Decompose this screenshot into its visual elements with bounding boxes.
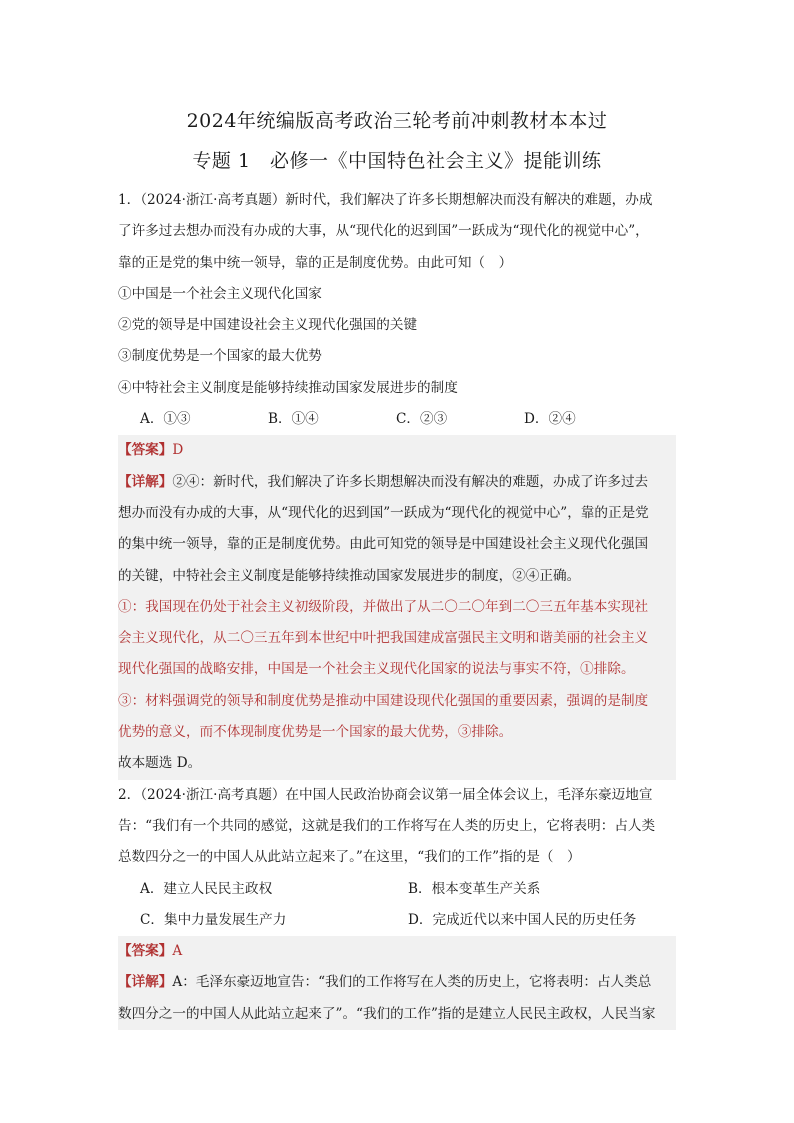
option-b: B．根本变革生产关系 — [408, 880, 541, 897]
question-2-stem-line: 告：“我们有一个共同的感觉，这就是我们的工作将写在人类的历史上，它将表明：占人类 — [118, 817, 656, 834]
detail-line: 数四分之一的中国人从此站立起来了”。“我们的工作”指的是建立人民民主政权，人民当家 — [118, 1005, 656, 1022]
statement-1: ①中国是一个社会主义现代化国家 — [118, 285, 322, 302]
answer-value: D — [172, 442, 184, 459]
statement-4: ④中特社会主义制度是能够持续推动国家发展进步的制度 — [118, 379, 458, 396]
option-b: B．①④ — [268, 411, 319, 428]
question-2-stem-line: 总数四分之一的中国人从此站立起来了。”在这里，“我们的工作”指的是（ ） — [118, 849, 581, 866]
detail-line: 的集中统一领导，靠的正是制度优势。由此可知党的领导是中国建设社会主义现代化强国 — [118, 536, 649, 553]
question-2 — [118, 780, 676, 1030]
option-a: A．①③ — [140, 411, 191, 428]
answer-tag: 【答案】 — [118, 943, 173, 960]
question-1-answer-block — [118, 435, 676, 779]
question-2-options-row — [118, 905, 676, 936]
question-2-options-row — [118, 874, 676, 905]
detail-line — [118, 467, 676, 498]
statement-3: ③制度优势是一个国家的最大优势 — [118, 348, 322, 365]
detail-line: 想办而没有办成的大事，从“现代化的迟到国”一跃成为“现代化的视觉中心”，靠的正是党 — [118, 504, 649, 521]
question-1 — [118, 185, 676, 780]
question-1-options — [118, 404, 676, 435]
detail-text: ②④：新时代，我们解决了许多长期想解决而没有解决的难题，办成了许多过去 — [172, 473, 649, 490]
answer-value: A — [172, 943, 183, 960]
exclusion-line: ①：我国现在仍处于社会主义初级阶段，并做出了从二〇二〇年到二〇三五年基本实现社 — [118, 598, 649, 615]
exclusion-line: 现代化强国的战略安排，中国是一个社会主义现代化国家的说法与事实不符，①排除。 — [118, 661, 635, 678]
question-1-stem-line: 1．（2024·浙江·高考真题）新时代，我们解决了许多长期想解决而没有解决的难题，办成 — [118, 192, 653, 208]
detail-text: A：毛泽东豪迈地宣告：“我们的工作将写在人类的历史上，它将表明：占人类总 — [172, 974, 652, 991]
answer-line — [118, 936, 676, 967]
option-c: C．集中力量发展生产力 — [140, 911, 287, 928]
document-subtitle: 专题 1 必修一《中国特色社会主义》提能训练 — [192, 150, 602, 172]
detail-tag: 【详解】 — [118, 473, 173, 490]
option-d: D．②④ — [524, 411, 576, 428]
option-d: D．完成近代以来中国人民的历史任务 — [408, 911, 637, 928]
answer-tag: 【答案】 — [118, 442, 173, 459]
question-2-answer-block — [118, 936, 676, 1030]
detail-tag: 【详解】 — [118, 974, 173, 991]
exclusion-line: 优势的意义，而不体现制度优势是一个国家的最大优势，③排除。 — [118, 724, 513, 741]
detail-line — [118, 967, 676, 998]
question-2-stem-line: 2．（2024·浙江·高考真题）在中国人民政治协商会议第一届全体会议上，毛泽东豪迈地宣 — [118, 786, 653, 803]
document-body — [118, 185, 676, 1030]
document-title: 2024年统编版高考政治三轮考前冲刺教材本本过 — [186, 110, 608, 132]
statement-2: ②党的领导是中国建设社会主义现代化强国的关键 — [118, 317, 418, 334]
exclusion-line: 会主义现代化，从二〇三五年到本世纪中叶把我国建成富强民主文明和谐美丽的社会主义 — [118, 630, 649, 647]
question-1-stem-line: 靠的正是党的集中统一领导，靠的正是制度优势。由此可知（ ） — [118, 254, 513, 271]
option-c: C．②③ — [396, 411, 448, 428]
question-1-stem-line: 了许多过去想办而没有办成的大事，从“现代化的迟到国”一跃成为“现代化的视觉中心”， — [118, 223, 649, 240]
conclusion-line: 故本题选 D。 — [118, 755, 202, 772]
answer-line — [118, 435, 676, 466]
exclusion-line: ③：材料强调党的领导和制度优势是推动中国建设现代化强国的重要因素，强调的是制度 — [118, 692, 649, 709]
option-a: A．建立人民民主政权 — [140, 880, 273, 897]
detail-line: 的关键，中特社会主义制度是能够持续推动国家发展进步的制度，②④正确。 — [118, 567, 581, 584]
